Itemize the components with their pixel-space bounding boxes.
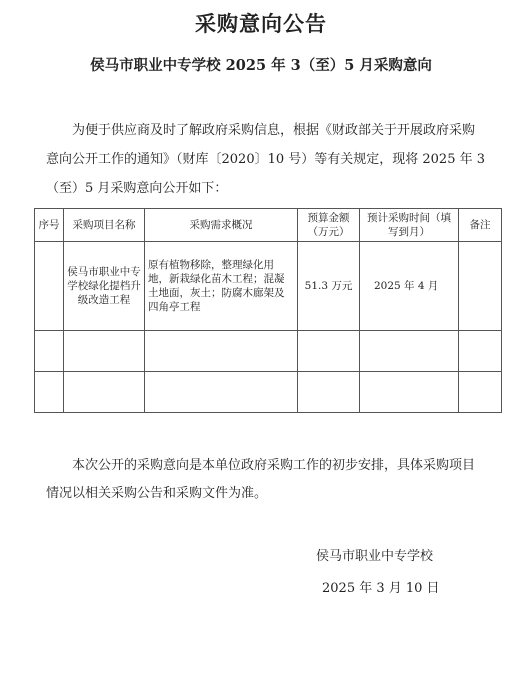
header-note: 备注	[459, 209, 502, 242]
cell-requirements: 原有植物移除，整理绿化用地，新栽绿化苗木工程；混凝土地面，灰土；防腐木廊架及四角亭工程	[145, 242, 298, 331]
empty-cell	[145, 331, 298, 372]
table-header-row	[35, 209, 502, 242]
signature-organization: 侯马市职业中专学校	[316, 549, 434, 564]
empty-cell	[35, 331, 64, 372]
cell-expected-time: 2025 年 4 月	[360, 242, 459, 331]
empty-cell	[459, 372, 502, 413]
page-title: 采购意向公告	[195, 11, 327, 36]
header-expected-time: 预计采购时间（填写到月）	[360, 209, 459, 242]
header-seq: 序号	[35, 209, 64, 242]
header-budget: 预算金额（万元）	[298, 209, 360, 242]
intro-paragraph: 为便于供应商及时了解政府采购信息，根据《财政部关于开展政府采购意向公开工作的通知》（财库〔2020〕10 号）等有关规定，现将 2025 年 3（至）5 月采购意向公开如下：	[46, 123, 486, 196]
empty-cell	[360, 372, 459, 413]
cell-budget: 51.3 万元	[298, 242, 360, 331]
signature-date: 2025 年 3 月 10 日	[322, 581, 440, 596]
empty-cell	[64, 331, 145, 372]
table-row-empty	[35, 331, 502, 372]
empty-cell	[360, 331, 459, 372]
cell-note	[459, 242, 502, 331]
empty-cell	[298, 372, 360, 413]
empty-cell	[35, 372, 64, 413]
header-project-name: 采购项目名称	[64, 209, 145, 242]
empty-cell	[298, 331, 360, 372]
empty-cell	[459, 331, 502, 372]
header-requirements: 采购需求概况	[145, 209, 298, 242]
cell-project-name: 侯马市职业中专学校绿化提档升级改造工程	[64, 242, 145, 331]
table-row	[35, 242, 502, 331]
closing-paragraph: 本次公开的采购意向是本单位政府采购工作的初步安排，具体采购项目情况以相关采购公告和采购文件为准。	[46, 458, 476, 501]
page-subtitle: 侯马市职业中专学校 2025 年 3（至）5 月采购意向	[90, 57, 432, 74]
table-row-empty	[35, 372, 502, 413]
empty-cell	[64, 372, 145, 413]
empty-cell	[145, 372, 298, 413]
cell-seq	[35, 242, 64, 331]
procurement-table	[34, 208, 502, 413]
